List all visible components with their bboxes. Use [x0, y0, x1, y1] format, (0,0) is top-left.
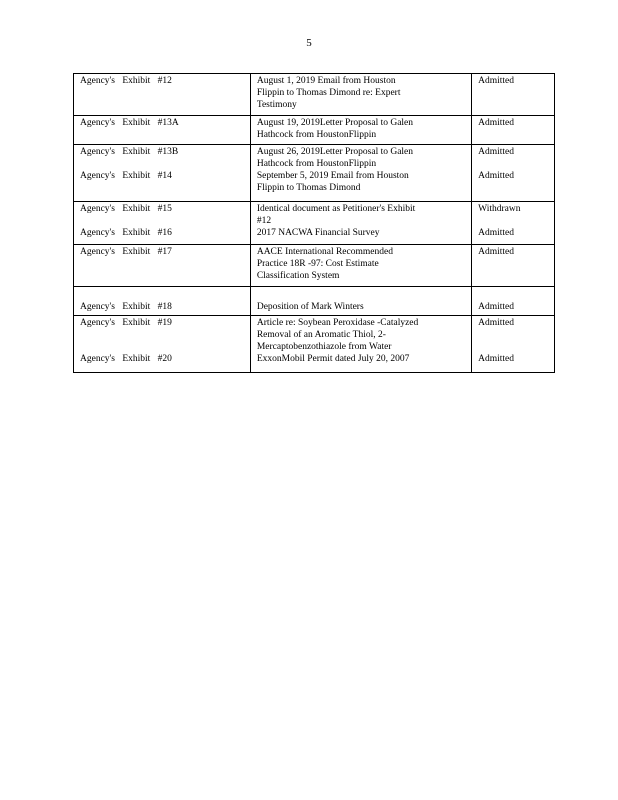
description-line: AACE International Recommended [256, 247, 393, 257]
exhibit-row [74, 202, 555, 245]
status-cell [472, 74, 555, 116]
exhibit-label-cell [74, 145, 251, 202]
description-line: Testimony [256, 100, 297, 110]
status-cell [472, 145, 555, 202]
status-cell [472, 116, 555, 145]
description-line: Practice 18R -97: Cost Estimate [256, 259, 379, 269]
exhibit-row [74, 245, 555, 287]
description-line: Hathcock from HoustonFlippin [256, 130, 377, 140]
exhibit-label-cell [74, 202, 251, 245]
exhibit-label: Agency's Exhibit #19 [80, 318, 172, 328]
exhibit-table-body [74, 74, 555, 373]
exhibit-label-cell [74, 316, 251, 373]
exhibit-label: Agency's Exhibit #17 [80, 247, 172, 257]
exhibit-label: Agency's Exhibit #16 [80, 228, 172, 238]
exhibit-table [73, 73, 555, 373]
description-line: ExxonMobil Permit dated July 20, 2007 [256, 354, 410, 364]
exhibit-status: Admitted [478, 228, 515, 238]
exhibit-label: Agency's Exhibit #14 [80, 171, 172, 181]
exhibit-label-cell [74, 245, 251, 287]
exhibit-status: Admitted [478, 318, 515, 328]
exhibit-row [74, 74, 555, 116]
description-line: Classification System [256, 271, 340, 281]
spacer [478, 329, 549, 341]
exhibit-label-cell [74, 287, 251, 316]
exhibit-status: Admitted [478, 118, 515, 128]
status-cell [472, 202, 555, 245]
description-cell [250, 316, 471, 373]
exhibit-label: Agency's Exhibit #13A [80, 118, 179, 128]
spacer [478, 158, 549, 170]
description-line: Hathcock from HoustonFlippin [256, 159, 377, 169]
description-cell [250, 116, 471, 145]
exhibit-row [74, 316, 555, 373]
status-cell [472, 287, 555, 316]
exhibit-status: Admitted [478, 76, 515, 86]
description-cell [250, 245, 471, 287]
status-cell [472, 316, 555, 373]
description-cell [250, 202, 471, 245]
exhibit-status: Admitted [478, 147, 515, 157]
exhibit-status: Admitted [478, 354, 515, 364]
description-cell [250, 145, 471, 202]
description-line: Mercaptobenzothiazole from Water [256, 342, 392, 352]
description-line: 2017 NACWA Financial Survey [256, 228, 380, 238]
exhibit-row [74, 145, 555, 202]
spacer [478, 215, 549, 227]
exhibit-status: Admitted [478, 171, 515, 181]
description-line: August 26, 2019Letter Proposal to Galen [256, 147, 414, 157]
status-cell [472, 245, 555, 287]
description-line: Flippin to Thomas Dimond re: Expert [256, 88, 401, 98]
description-cell [250, 287, 471, 316]
exhibit-label: Agency's Exhibit #18 [80, 302, 172, 312]
exhibit-status: Admitted [478, 302, 515, 312]
description-line: #12 [256, 216, 272, 226]
exhibit-label: Agency's Exhibit #12 [80, 76, 172, 86]
exhibit-status: Admitted [478, 247, 515, 257]
description-line: Deposition of Mark Winters [256, 302, 364, 312]
spacer [80, 158, 245, 170]
description-line: Article re: Soybean Peroxidase -Catalyzed [256, 318, 419, 328]
exhibit-row [74, 116, 555, 145]
exhibit-label: Agency's Exhibit #15 [80, 204, 172, 214]
spacer [80, 341, 245, 353]
exhibit-status: Withdrawn [478, 204, 521, 214]
description-cell [250, 74, 471, 116]
spacer [80, 329, 245, 341]
exhibit-label-cell [74, 74, 251, 116]
description-line: Identical document as Petitioner's Exhibit [256, 204, 416, 214]
description-line: August 1, 2019 Email from Houston [256, 76, 396, 86]
exhibit-label: Agency's Exhibit #13B [80, 147, 179, 157]
page-number: 5 [306, 37, 312, 49]
spacer [478, 341, 549, 353]
exhibit-label: Agency's Exhibit #20 [80, 354, 172, 364]
spacer [80, 215, 245, 227]
exhibit-label-cell [74, 116, 251, 145]
description-line: Flippin to Thomas Dimond [256, 183, 361, 193]
description-line: September 5, 2019 Email from Houston [256, 171, 409, 181]
description-line: August 19, 2019Letter Proposal to Galen [256, 118, 414, 128]
exhibit-row [74, 287, 555, 316]
description-line: Removal of an Aromatic Thiol, 2- [256, 330, 386, 340]
